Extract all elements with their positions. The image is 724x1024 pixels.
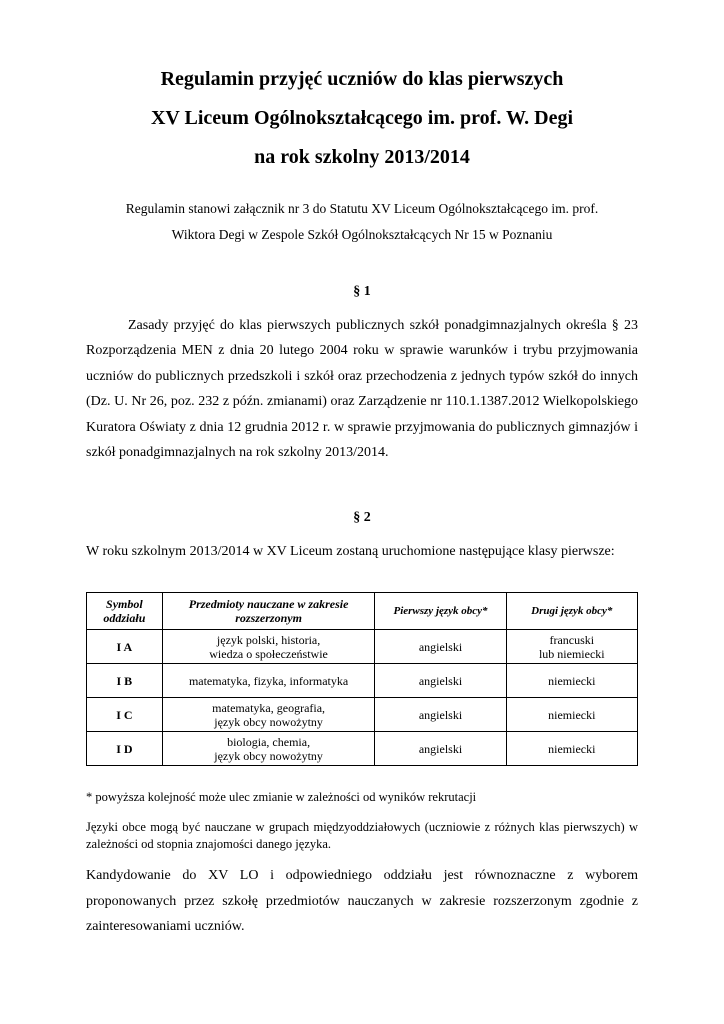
header-second-language: Drugi język obcy* [506, 593, 637, 630]
header-symbol: Symbol oddziału [87, 593, 163, 630]
header-subjects: Przedmioty nauczane w zakresie rozszerzonym [162, 593, 375, 630]
subtitle-line-1: Regulamin stanowi załącznik nr 3 do Statutu XV Liceum Ogólnokształcącego im. prof. [125, 201, 599, 216]
table-footnote: * powyższa kolejność może ulec zmianie w zależności od wyników rekrutacji [86, 790, 477, 804]
section-1-text: Zasady przyjęć do klas pierwszych publicznych szkół ponadgimnazjalnych określa § 23 Rozporządzenia MEN z dnia 20 lutego 2004 roku w sprawie warunków i trybu przyjmowania uczniów do publicznych przedszkoli i szkół oraz przechodzenia z jednych typów szkół do innych (Dz. U. Nr 26, poz. 232 z późn. zmianami) oraz Zarządzenie nr 110.1.1387.2012 Wielkopolskiego Kuratora Oświaty z dnia 12 grudnia 2012 r. w sprawie przyjmowania do publicznych gimnazjów i szkół ponadgimnazjalnych na rok szkolny 2013/2014. [86, 318, 638, 461]
row-first-language: angielski [375, 698, 506, 732]
languages-note: Języki obce mogą być nauczane w grupach międzyoddziałowych (uczniowie z różnych klas pierwszych) w zależności od stopnia znajomości danego języka. [86, 820, 638, 851]
row-subjects: biologia, chemia, język obcy nowożytny [162, 732, 375, 766]
row-symbol: I A [87, 630, 163, 664]
row-symbol: I B [87, 664, 163, 698]
section-1-paragraph [86, 313, 638, 465]
row-symbol: I D [87, 732, 163, 766]
row-second-language: niemiecki [506, 732, 637, 766]
table-row [87, 630, 638, 664]
header-first-language: Pierwszy język obcy* [375, 593, 506, 630]
table-row [87, 664, 638, 698]
row-first-language: angielski [375, 732, 506, 766]
row-second-language: niemiecki [506, 698, 637, 732]
section-2-heading: § 2 [353, 510, 371, 525]
table-row [87, 732, 638, 766]
classes-table [86, 592, 638, 766]
row-symbol: I C [87, 698, 163, 732]
document-title-line-1: Regulamin przyjęć uczniów do klas pierwszych [160, 68, 564, 90]
section-1-heading: § 1 [353, 284, 371, 299]
document-title-line-3: na rok szkolny 2013/2014 [254, 146, 470, 168]
row-first-language: angielski [375, 664, 506, 698]
row-second-language: francuski lub niemiecki [506, 630, 637, 664]
row-first-language: angielski [375, 630, 506, 664]
row-subjects: język polski, historia, wiedza o społeczeństwie [162, 630, 375, 664]
row-subjects: matematyka, fizyka, informatyka [162, 664, 375, 698]
closing-paragraph: Kandydowanie do XV LO i odpowiedniego oddziału jest równoznaczne z wyborem proponowanych przez szkołę przedmiotów nauczanych w zakresie rozszerzonym zgodnie z zainteresowaniami uczniów. [86, 868, 638, 934]
table-header-row [87, 593, 638, 630]
document-title-line-2: XV Liceum Ogólnokształcącego im. prof. W. Degi [150, 107, 574, 129]
row-subjects: matematyka, geografia, język obcy nowożytny [162, 698, 375, 732]
table-row [87, 698, 638, 732]
section-2-intro: W roku szkolnym 2013/2014 w XV Liceum zostaną uruchomione następujące klasy pierwsze: [86, 544, 615, 559]
subtitle-line-2: Wiktora Degi w Zespole Szkół Ogólnokształcących Nr 15 w Poznaniu [171, 227, 553, 242]
row-second-language: niemiecki [506, 664, 637, 698]
